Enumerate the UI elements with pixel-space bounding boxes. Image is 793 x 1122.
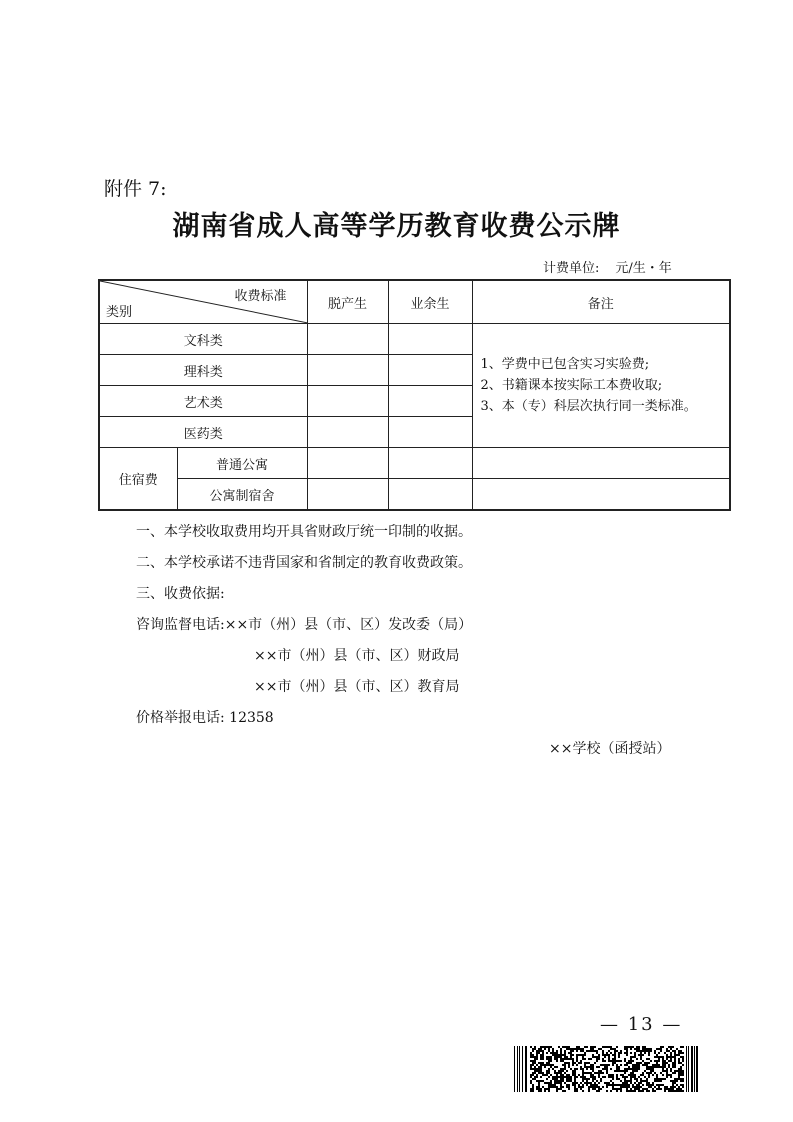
note-receipts: 一、本学校收取费用均开具省财政厅统一印制的收据。: [136, 524, 472, 540]
category-arts: 艺术类: [99, 386, 307, 417]
document-title: 湖南省成人高等学历教育收费公示牌: [172, 211, 621, 242]
remark-line: 1、学费中已包含实习实验费;: [480, 357, 650, 372]
col-header-fulltime: 脱产生: [307, 280, 388, 324]
fee-cell: [307, 355, 388, 386]
attachment-label: 附件 7:: [104, 178, 167, 200]
fee-cell: [307, 386, 388, 417]
supervision-line: ××市（州）县（市、区）财政局: [254, 648, 460, 664]
supervision-label: 咨询监督电话:: [136, 617, 225, 633]
fee-standard-label: 收费标准: [234, 289, 287, 304]
remarks-cell: [472, 324, 730, 448]
table-header-row: [99, 280, 730, 324]
table-row: [99, 448, 730, 479]
fee-cell: [388, 386, 472, 417]
fee-cell: [307, 448, 388, 479]
school-signature: ××学校（函授站）: [549, 741, 671, 757]
fee-cell: [307, 324, 388, 355]
unit-label: 计费单位:: [543, 261, 600, 276]
fee-cell: [388, 355, 472, 386]
note-basis: 三、收费依据:: [136, 586, 225, 602]
col-header-parttime: 业余生: [388, 280, 472, 324]
note-policy: 二、本学校承诺不违背国家和省制定的教育收费政策。: [136, 555, 472, 571]
barcode-icon: [514, 1046, 699, 1092]
diagonal-header-cell: [99, 280, 307, 324]
fee-cell: [307, 479, 388, 511]
table-row: [99, 324, 730, 355]
category-medicine: 医药类: [99, 417, 307, 448]
fee-cell: [388, 479, 472, 511]
lodging-label: 住宿费: [99, 448, 177, 511]
page-number: — 13 —: [600, 1014, 683, 1035]
table-row: [99, 479, 730, 511]
fee-cell: [388, 324, 472, 355]
category-science: 理科类: [99, 355, 307, 386]
lodging-standard-apartment: 普通公寓: [177, 448, 307, 479]
remark-line: 2、书籍课本按实际工本费收取;: [480, 378, 663, 393]
unit-value: 元/生・年: [615, 261, 672, 276]
price-report-phone: 价格举报电话: 12358: [136, 710, 274, 726]
fee-table: [98, 279, 731, 511]
remarks-empty-cell: [472, 448, 730, 479]
remark-line: 3、本（专）科层次执行同一类标准。: [480, 399, 697, 414]
supervision-line: ××市（州）县（市、区）发改委（局）: [224, 617, 473, 633]
category-liberal-arts: 文科类: [99, 324, 307, 355]
fee-cell: [388, 417, 472, 448]
unit-line: [543, 257, 672, 276]
remarks-empty-cell: [472, 479, 730, 511]
fee-cell: [307, 417, 388, 448]
fee-cell: [388, 448, 472, 479]
lodging-apartment-dorm: 公寓制宿舍: [177, 479, 307, 511]
col-header-remarks: 备注: [472, 280, 730, 324]
supervision-phone-label: [136, 614, 472, 634]
category-label: 类别: [106, 305, 133, 320]
supervision-line: ××市（州）县（市、区）教育局: [254, 679, 460, 695]
